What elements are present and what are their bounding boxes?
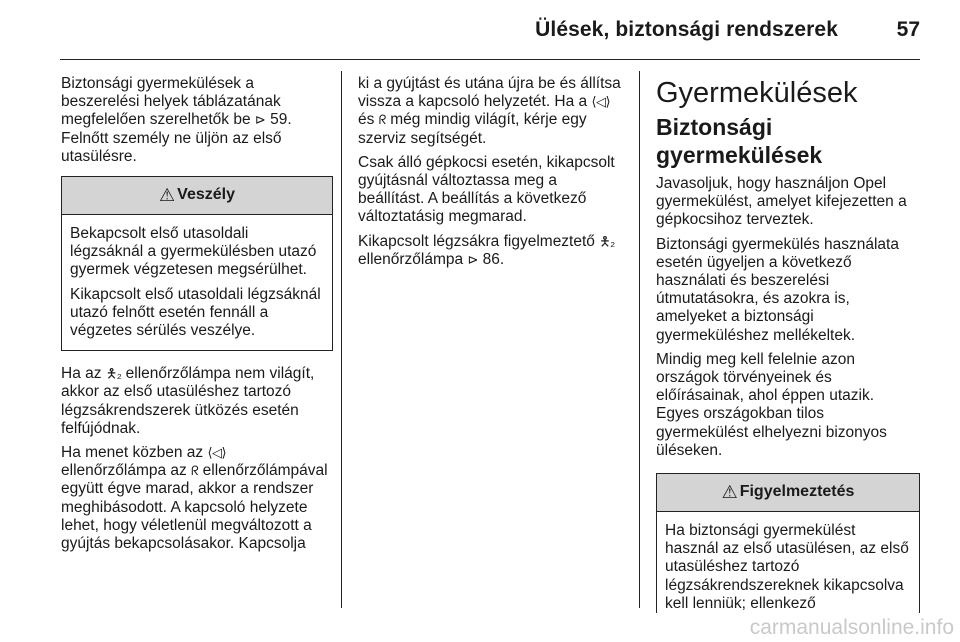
watermark: carmanualsonline.info	[749, 616, 954, 639]
page-number: 57	[896, 18, 920, 41]
column-divider-1	[341, 71, 342, 608]
child-seat-paragraph-3: Mindig meg kell felelnie azon országok törvényeinek és előírásainak, ahol éppen utazik. Egyes országokban tilos gyermekülést elhelyezni bizonyos üléseken.	[656, 350, 887, 459]
page-ref[interactable]: 59.	[270, 111, 292, 129]
warning-triangle-icon: ⚠	[159, 185, 176, 206]
child-seat-paragraph-1: Javasoljuk, hogy használjon Opel gyermekülést, amelyet kifejezetten a gépkocsihoz terveztek.	[656, 175, 907, 229]
danger-box-body	[62, 215, 332, 350]
page-ref-icon: ⊳	[254, 112, 266, 128]
header-title: Ülések, biztonsági rendszerek	[535, 18, 838, 41]
malfunction-paragraph: Ha menet közben az ⟨◁⟩ ellenőrzőlámpa az ᖇ ellenőrzőlámpával együtt égve marad, akkor a rendszer meghibásodott. A kapcsoló helyzete lehet, hogy véletlenül megváltozott a gyújtás bekapcsolásakor. Kapcsolja	[61, 444, 328, 553]
section-subheading: Biztonsági gyermekülések	[656, 114, 823, 168]
airbag-off-lamp-paragraph: Kikapcsolt légzsákra figyelmeztető 🯅₂ ellenőrzőlámpa ⊳ 86.	[358, 232, 615, 268]
danger-paragraph-1: Bekapcsolt első utasoldali légzsáknál a gyermekülésben utazó gyermek végzetesen megsérülhet.	[70, 225, 317, 279]
setting-paragraph: Csak álló gépkocsi esetén, kikapcsolt gyújtásnál változtassa meg a beállítást. A beállítás a következő változtatásig megmarad.	[358, 153, 615, 226]
airbag-indicator-icon: ⟨◁⟩	[591, 94, 611, 110]
airbag-off-indicator-icon: 🯅₂	[105, 366, 122, 382]
page-ref[interactable]: 86.	[482, 250, 505, 268]
page-ref-icon: ⊳	[467, 251, 479, 267]
column-1	[61, 75, 333, 559]
danger-box	[61, 176, 333, 351]
danger-box-header	[62, 177, 332, 215]
danger-box-title: Veszély	[177, 186, 235, 204]
column-divider-2	[639, 71, 640, 608]
header-divider	[60, 59, 920, 60]
warning-box-body	[657, 512, 919, 613]
seat-indicator-icon: ᖇ	[191, 463, 199, 479]
column-2	[358, 75, 626, 275]
warning-triangle-icon: ⚠	[721, 482, 738, 503]
reset-paragraph: ki a gyújtást és utána újra be és állítsa vissza a kapcsoló helyzetét. Ha a ⟨◁⟩ és ᖇ még mindig világít, kérje egy szerviz segítségét.	[358, 75, 621, 147]
warning-box-title: Figyelmeztetés	[739, 483, 855, 501]
column-3	[656, 75, 920, 619]
danger-paragraph-2: Kikapcsolt első utasoldali légzsáknál utazó felnőtt esetén fennáll a végzetes sérülés veszélye.	[70, 285, 321, 340]
intro-paragraph: Biztonsági gyermekülések a beszerelési helyek táblázatának megfelelően szerelhetők be ⊳ 59. Felnőtt személy ne üljön az első utasülésre.	[61, 75, 292, 165]
warning-box-header	[657, 474, 919, 512]
airbag-indicator-icon: ⟨◁⟩	[207, 445, 227, 461]
warning-box	[656, 473, 920, 613]
child-seat-paragraph-2: Biztonsági gyermekülés használata esetén ügyeljen a következő használati és beszerelési útmutatásokra, és azokra is, amelyeket a biztonsági gyermeküléshez mellékeltek.	[656, 235, 899, 344]
airbag-lamp-paragraph: Ha az 🯅₂ ellenőrzőlámpa nem világít, akkor az első utasüléshez tartozó légzsákrendszerek ütközés esetén felfújódnak.	[61, 365, 315, 437]
warning-paragraph-1: Ha biztonsági gyermekülést használ az első utasülésen, az első utasüléshez tartozó légzsákrendszereknek kikapcsolva kell lenniük; ellenkező	[665, 522, 909, 612]
section-heading: Gyermekülések	[656, 77, 858, 109]
airbag-off-indicator-icon: 🯅₂	[599, 233, 615, 249]
seat-indicator-icon: ᖇ	[378, 112, 386, 128]
